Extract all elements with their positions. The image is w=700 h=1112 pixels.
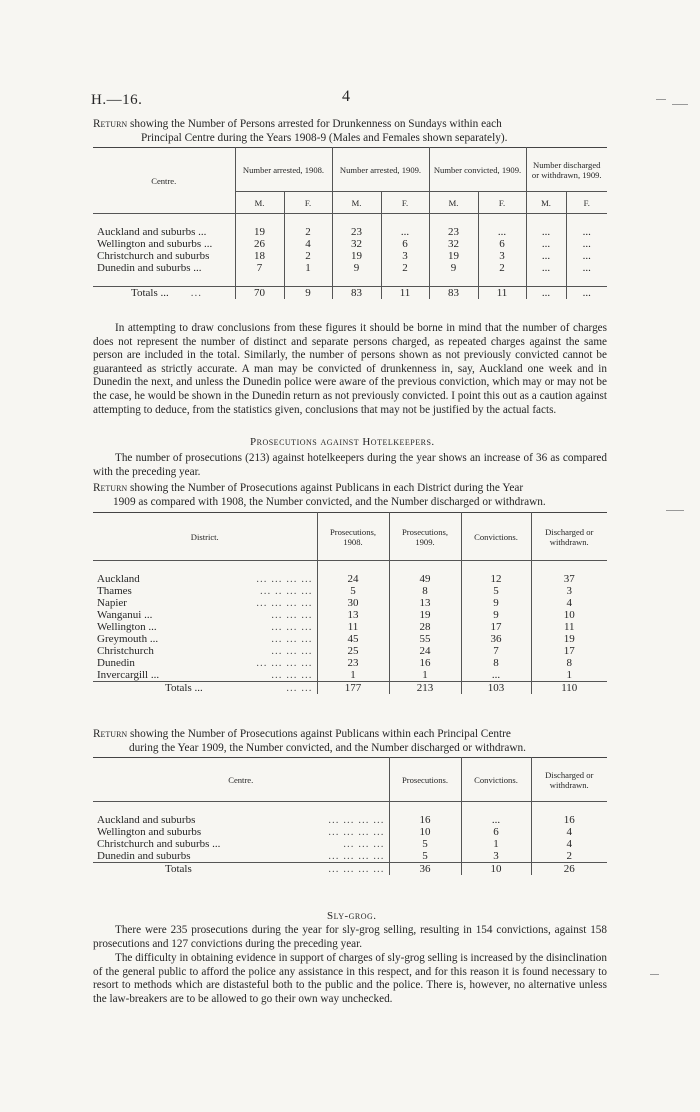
cell: 30 — [317, 597, 389, 609]
margin-mark — [672, 104, 688, 105]
total-cell: 36 — [389, 863, 461, 876]
col-header-convictions: Convictions. — [461, 758, 531, 802]
cell: 3 — [566, 585, 572, 597]
col-header-f: F. — [478, 192, 526, 214]
col-header-discharged: Discharged or withdrawn. — [531, 758, 607, 802]
cell: 6 — [461, 826, 531, 838]
table1-title-prefix: Return — [93, 118, 128, 130]
cell: 7 — [461, 645, 531, 657]
table-row — [93, 633, 607, 645]
table-row — [93, 238, 607, 250]
cell: ... — [526, 238, 566, 250]
col-header-discharged: Discharged or withdrawn. — [531, 513, 607, 561]
totals-row — [93, 682, 607, 695]
leader-dots: ... ... ... — [343, 838, 385, 850]
cell: 2 — [284, 226, 332, 238]
cell: 18 — [235, 250, 284, 262]
table2-title-line1: showing the Number of Prosecutions against Publicans in each District during the Year — [127, 482, 524, 494]
margin-mark — [666, 510, 684, 511]
margin-mark — [650, 974, 659, 975]
cell: 49 — [389, 573, 461, 585]
cell: 36 — [461, 633, 531, 645]
cell-centre: Wellington and suburbs ... — [93, 238, 235, 250]
table-row — [93, 585, 607, 597]
centre-name: Dunedin and suburbs — [97, 850, 191, 862]
col-header-m: M. — [526, 192, 566, 214]
col-header-arrested-1908: Number arrested, 1908. — [235, 148, 332, 192]
table-prosecutions-by-centre — [93, 757, 607, 875]
total-cell: 83 — [332, 287, 381, 300]
col-header-convicted-1909: Number convicted, 1909. — [429, 148, 526, 192]
table-row — [93, 838, 607, 850]
cell: 8 — [566, 657, 572, 669]
col-header-prosecutions: Prosecutions. — [389, 758, 461, 802]
district-name: Greymouth ... — [97, 633, 159, 645]
cell: ... — [461, 814, 531, 826]
cell: 2 — [566, 850, 572, 862]
leader-dots: ... ... ... ... — [256, 657, 313, 669]
cell: 3 — [381, 250, 429, 262]
cell: 10 — [563, 609, 575, 621]
cell: 11 — [317, 621, 389, 633]
cell: 9 — [461, 609, 531, 621]
leader-dots: ... ... ... ... — [328, 850, 385, 862]
cell: 19 — [235, 226, 284, 238]
table3-title-prefix: Return — [93, 728, 128, 740]
cell: 16 — [389, 814, 461, 826]
section-heading-sly-grog: Sly-grog. — [327, 910, 377, 922]
table-row — [93, 597, 607, 609]
cell: 7 — [235, 262, 284, 274]
table-row — [93, 609, 607, 621]
centre-name: Wellington and suburbs — [97, 826, 202, 838]
cell: 24 — [389, 645, 461, 657]
totals-dots: ... ... ... ... — [328, 863, 385, 875]
cell-centre — [93, 826, 389, 838]
cell-district — [93, 657, 317, 669]
cell-district — [93, 585, 317, 597]
cell: 1 — [389, 669, 461, 682]
cell: 6 — [478, 238, 526, 250]
cell: ... — [461, 669, 531, 682]
table-prosecutions-by-district — [93, 512, 607, 694]
col-header-prosecutions-1908: Prosecutions, 1908. — [317, 513, 389, 561]
col-header-f: F. — [381, 192, 429, 214]
cell: 19 — [429, 250, 478, 262]
margin-mark — [656, 99, 666, 100]
cell: 45 — [317, 633, 389, 645]
table-row — [93, 645, 607, 657]
leader-dots: ... ... ... ... — [328, 826, 385, 838]
total-cell: 9 — [284, 287, 332, 300]
cell: 25 — [317, 645, 389, 657]
leader-dots: ... ... ... — [271, 609, 313, 621]
cell: 1 — [461, 838, 531, 850]
cell: ... — [526, 250, 566, 262]
totals-row — [93, 863, 607, 876]
cell: 26 — [235, 238, 284, 250]
cell: ... — [582, 262, 591, 274]
total-cell: ... — [566, 287, 607, 300]
cell: 23 — [429, 226, 478, 238]
cell: ... — [381, 226, 429, 238]
cell-centre — [93, 838, 389, 850]
cell: ... — [582, 250, 591, 262]
district-name: Wellington ... — [97, 621, 157, 633]
cell: 19 — [332, 250, 381, 262]
cell: 8 — [461, 657, 531, 669]
cell: 17 — [461, 621, 531, 633]
total-cell: 11 — [381, 287, 429, 300]
leader-dots: ... ... ... ... — [256, 573, 313, 585]
leader-dots: ... ... ... — [271, 621, 313, 633]
table3-title-line2: during the Year 1909, the Number convicted, and the Number discharged or withdrawn. — [129, 742, 526, 754]
cell: 28 — [389, 621, 461, 633]
cell: 32 — [429, 238, 478, 250]
district-name: Napier — [97, 597, 127, 609]
cell: 1 — [284, 262, 332, 274]
col-header-f: F. — [284, 192, 332, 214]
leader-dots: ... ... ... — [271, 669, 313, 681]
cell-district — [93, 597, 317, 609]
total-cell: 213 — [389, 682, 461, 695]
col-header-m: M. — [235, 192, 284, 214]
table2-title — [93, 481, 613, 509]
cell: 2 — [478, 262, 526, 274]
table-row — [93, 669, 607, 682]
table2-title-prefix: Return — [93, 482, 128, 494]
leader-dots: ... ... ... — [271, 633, 313, 645]
cell: 3 — [461, 850, 531, 863]
cell: 23 — [332, 226, 381, 238]
district-name: Christchurch — [97, 645, 154, 657]
cell-district — [93, 669, 317, 682]
district-name: Wanganui ... — [97, 609, 153, 621]
cell: ... — [582, 226, 591, 238]
cell: 13 — [389, 597, 461, 609]
total-cell: 26 — [531, 863, 607, 876]
cell: 2 — [381, 262, 429, 274]
totals-label — [93, 863, 389, 876]
total-cell: 70 — [235, 287, 284, 300]
col-header-m: M. — [429, 192, 478, 214]
sly-grog-paragraph-1: There were 235 prosecutions during the year for sly-grog selling, resulting in 154 convictions, against 158 prosecutions and 127 convictions during the preceding year. — [93, 924, 607, 950]
totals-row — [93, 287, 607, 300]
cell: 6 — [381, 238, 429, 250]
cell: 9 — [332, 262, 381, 274]
cell: 9 — [461, 597, 531, 609]
cell: 24 — [317, 573, 389, 585]
cell: 17 — [563, 645, 575, 657]
total-cell: 110 — [531, 682, 607, 695]
totals-label — [93, 287, 235, 300]
cell: ... — [478, 226, 526, 238]
cell-centre: Dunedin and suburbs ... — [93, 262, 235, 274]
cell-centre — [93, 850, 389, 863]
cell: 11 — [563, 621, 575, 633]
cell: 55 — [389, 633, 461, 645]
cell-district — [93, 609, 317, 621]
totals-label-text: Totals ... — [131, 287, 169, 299]
table3-title — [93, 727, 613, 755]
cell: 5 — [389, 850, 461, 863]
total-cell: ... — [526, 287, 566, 300]
total-cell: 11 — [478, 287, 526, 300]
cell: 4 — [566, 597, 572, 609]
totals-dots: ... ... — [286, 682, 313, 694]
totals-label-text: Totals — [165, 863, 192, 875]
total-cell: 103 — [461, 682, 531, 695]
cell: 9 — [429, 262, 478, 274]
table2-title-line2: 1909 as compared with 1908, the Number convicted, and the Number discharged or withdrawn. — [113, 496, 546, 508]
cell: 23 — [317, 657, 389, 669]
cell: 3 — [478, 250, 526, 262]
centre-name: Auckland and suburbs — [97, 814, 196, 826]
cell: 5 — [317, 585, 389, 597]
table-row — [93, 226, 607, 238]
table-sunday-drunkenness — [93, 147, 607, 299]
district-name: Dunedin — [97, 657, 135, 669]
district-name: Auckland — [97, 573, 140, 585]
total-cell: 10 — [461, 863, 531, 876]
total-cell: 83 — [429, 287, 478, 300]
cell: 19 — [389, 609, 461, 621]
col-header-district: District. — [93, 513, 317, 561]
cell-district — [93, 621, 317, 633]
col-header-convictions: Convictions. — [461, 513, 531, 561]
table-row — [93, 657, 607, 669]
cell: 10 — [389, 826, 461, 838]
page-number: 4 — [342, 88, 350, 105]
cell: ... — [582, 238, 591, 250]
cell: ... — [526, 226, 566, 238]
col-header-centre: Centre. — [93, 758, 389, 802]
table-row — [93, 850, 607, 863]
section-heading-hotelkeepers: Prosecutions against Hotelkeepers. — [250, 436, 435, 448]
cell: 1 — [566, 669, 572, 681]
col-header-arrested-1909: Number arrested, 1909. — [332, 148, 429, 192]
col-header-discharged-1909: Number discharged or withdrawn, 1909. — [526, 148, 607, 192]
hotelkeepers-paragraph: The number of prosecutions (213) against hotelkeepers during the year shows an increase of 36 as compared with the preceding year. — [93, 452, 607, 478]
table-row — [93, 262, 607, 274]
total-cell: 177 — [317, 682, 389, 695]
cell-district — [93, 573, 317, 585]
cell-centre — [93, 814, 389, 826]
caution-paragraph: In attempting to draw conclusions from these figures it should be borne in mind that the number of charges does not represent the number of distinct and separate persons charged, as repeated charges against the same person are included in the total. Similarly, the number of persons shown as not previously convicted cannot be guaranteed as strictly accurate. A man may be convicted of drunkenness in, say, Auckland one week and in Dunedin the next, and unless the Dunedin police were aware of the previous conviction, which may or may not be the case, he would be shown in the Dunedin return as not previously convicted. I point this out as a caution against attempting to deduce, from the statistics given, conclusions that may not be justified by the actual facts. — [93, 322, 607, 416]
cell: 2 — [284, 250, 332, 262]
cell: 1 — [317, 669, 389, 682]
report-code: H.—16. — [91, 92, 143, 108]
cell: 5 — [461, 585, 531, 597]
totals-label — [93, 682, 317, 695]
cell: 5 — [389, 838, 461, 850]
cell-district — [93, 645, 317, 657]
col-header-m: M. — [332, 192, 381, 214]
cell: 37 — [563, 573, 575, 585]
cell: 4 — [566, 826, 572, 838]
cell: 16 — [563, 814, 575, 826]
col-header-centre: Centre. — [93, 148, 235, 214]
col-header-f: F. — [566, 192, 607, 214]
cell: 32 — [332, 238, 381, 250]
totals-dots: ... — [190, 287, 202, 299]
cell-district — [93, 633, 317, 645]
cell: 12 — [461, 573, 531, 585]
table1-title-line1: showing the Number of Persons arrested for Drunkenness on Sundays within each — [127, 118, 502, 130]
col-header-prosecutions-1909: Prosecutions, 1909. — [389, 513, 461, 561]
leader-dots: ... ... ... ... — [328, 814, 385, 826]
cell-centre: Christchurch and suburbs — [93, 250, 235, 262]
cell: 8 — [389, 585, 461, 597]
cell: 4 — [284, 238, 332, 250]
leader-dots: ... ... ... ... — [256, 597, 313, 609]
table-row — [93, 573, 607, 585]
table-row — [93, 250, 607, 262]
centre-name: Christchurch and suburbs ... — [97, 838, 221, 850]
leader-dots: ... .. ... ... — [260, 585, 313, 597]
leader-dots: ... ... ... — [271, 645, 313, 657]
district-name: Invercargill ... — [97, 669, 160, 681]
cell: 19 — [563, 633, 575, 645]
table-row — [93, 826, 607, 838]
district-name: Thames — [97, 585, 132, 597]
table1-title-line2: Principal Centre during the Years 1908-9 (Males and Females shown separately). — [141, 132, 508, 144]
cell: 4 — [566, 838, 572, 850]
cell-centre: Auckland and suburbs ... — [93, 226, 235, 238]
cell: 16 — [389, 657, 461, 669]
cell: ... — [526, 262, 566, 274]
totals-label-text: Totals ... — [165, 682, 203, 694]
sly-grog-paragraph-2: The difficulty in obtaining evidence in support of charges of sly-grog selling is increased by the disinclination of the general public to afford the police any assistance in this respect, and for this reason it is found necessary to resort to methods which are distasteful both to the public and the police. There is, however, no alternative unless the law-breakers are to be allowed to go their own way unchecked. — [93, 952, 607, 1005]
cell: 13 — [317, 609, 389, 621]
table-row — [93, 814, 607, 826]
table1-title — [93, 117, 613, 145]
table-row — [93, 621, 607, 633]
table3-title-line1: showing the Number of Prosecutions against Publicans within each Principal Centre — [127, 728, 511, 740]
